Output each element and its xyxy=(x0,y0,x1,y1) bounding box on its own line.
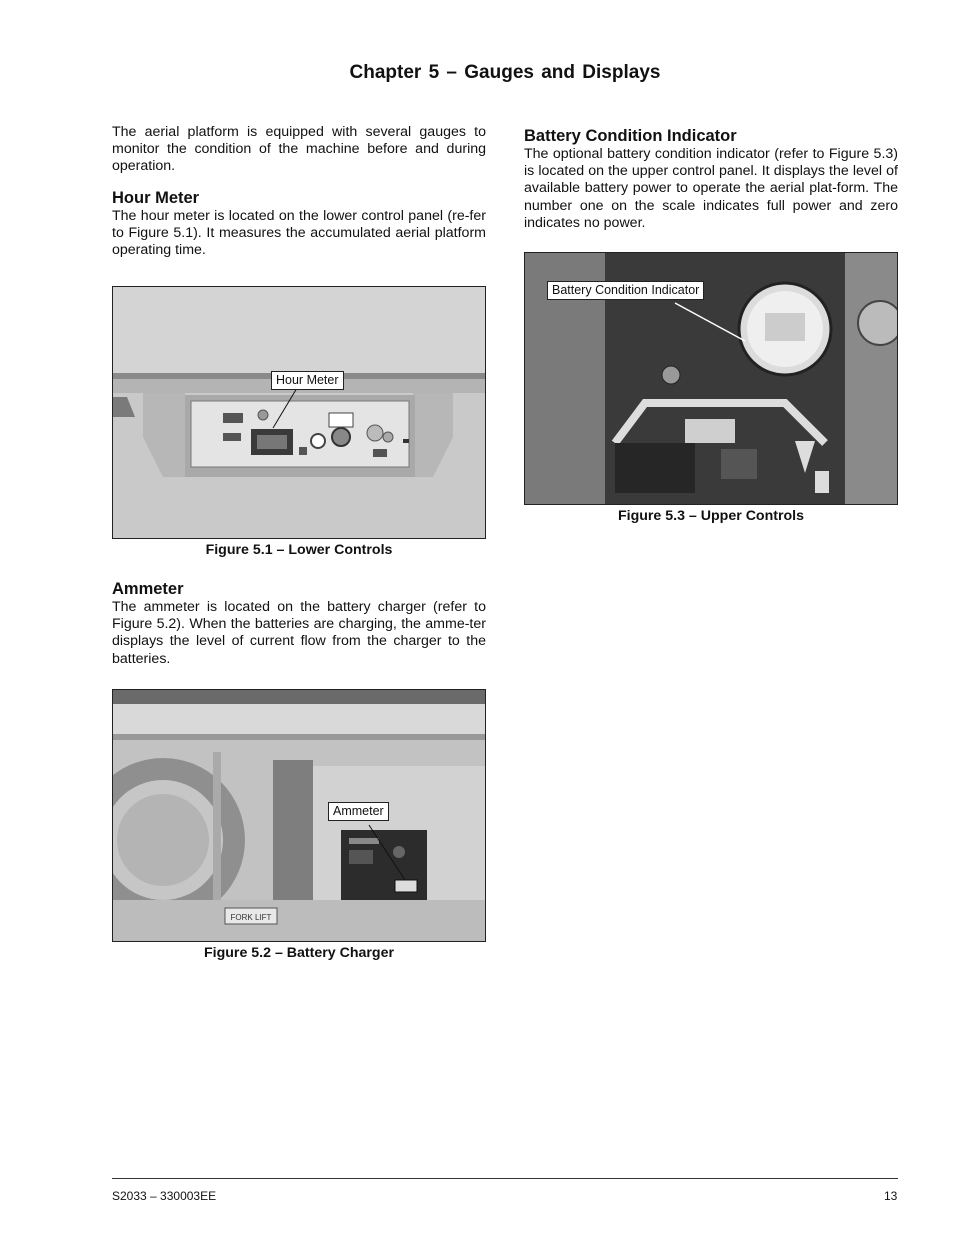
left-column xyxy=(112,124,486,259)
battery-callout: Battery Condition Indicator xyxy=(547,281,704,300)
footer-doc-id: S2033 – 330003EE xyxy=(112,1189,217,1203)
ammeter-paragraph: The ammeter is located on the battery charger (refer to Figure 5.2). When the batteries are charging, the amme-ter displays the level of current flow from the charger to the batteries. xyxy=(112,599,486,667)
figure-lower-controls xyxy=(112,286,486,539)
footer-page-number: 13 xyxy=(884,1189,898,1203)
figure-battery-charger xyxy=(112,689,486,942)
figure-upper-controls xyxy=(524,252,898,505)
svg-text:FORK LIFT: FORK LIFT xyxy=(230,913,272,922)
figure-5-1-caption: Figure 5.1 – Lower Controls xyxy=(205,542,393,558)
battery-heading: Battery Condition Indicator xyxy=(524,127,737,145)
hour-meter-heading: Hour Meter xyxy=(112,188,200,207)
ammeter-section xyxy=(112,579,486,668)
right-column xyxy=(524,126,898,232)
battery-paragraph: The optional battery condition indicator (refer to Figure 5.3) is located on the upper control panel. It displays the level of available battery power to operate the aerial plat-form. The number one on the scale indicates full power and zero indicates no power. xyxy=(524,146,898,231)
hour-meter-paragraph: The hour meter is located on the lower control panel (re-fer to Figure 5.1). It measures the accumulated aerial platform operating time. xyxy=(112,207,486,259)
footer-rule xyxy=(112,1178,898,1179)
ammeter-callout: Ammeter xyxy=(328,802,389,821)
ammeter-heading: Ammeter xyxy=(112,580,184,598)
intro-paragraph: The aerial platform is equipped with several gauges to monitor the condition of the machine before and during operation. xyxy=(112,124,486,175)
figure-5-3-caption: Figure 5.3 – Upper Controls xyxy=(617,508,805,524)
chapter-title: Chapter 5 – Gauges and Displays xyxy=(349,62,661,83)
hour-meter-callout: Hour Meter xyxy=(271,371,344,390)
figure-5-2-caption: Figure 5.2 – Battery Charger xyxy=(203,945,395,961)
